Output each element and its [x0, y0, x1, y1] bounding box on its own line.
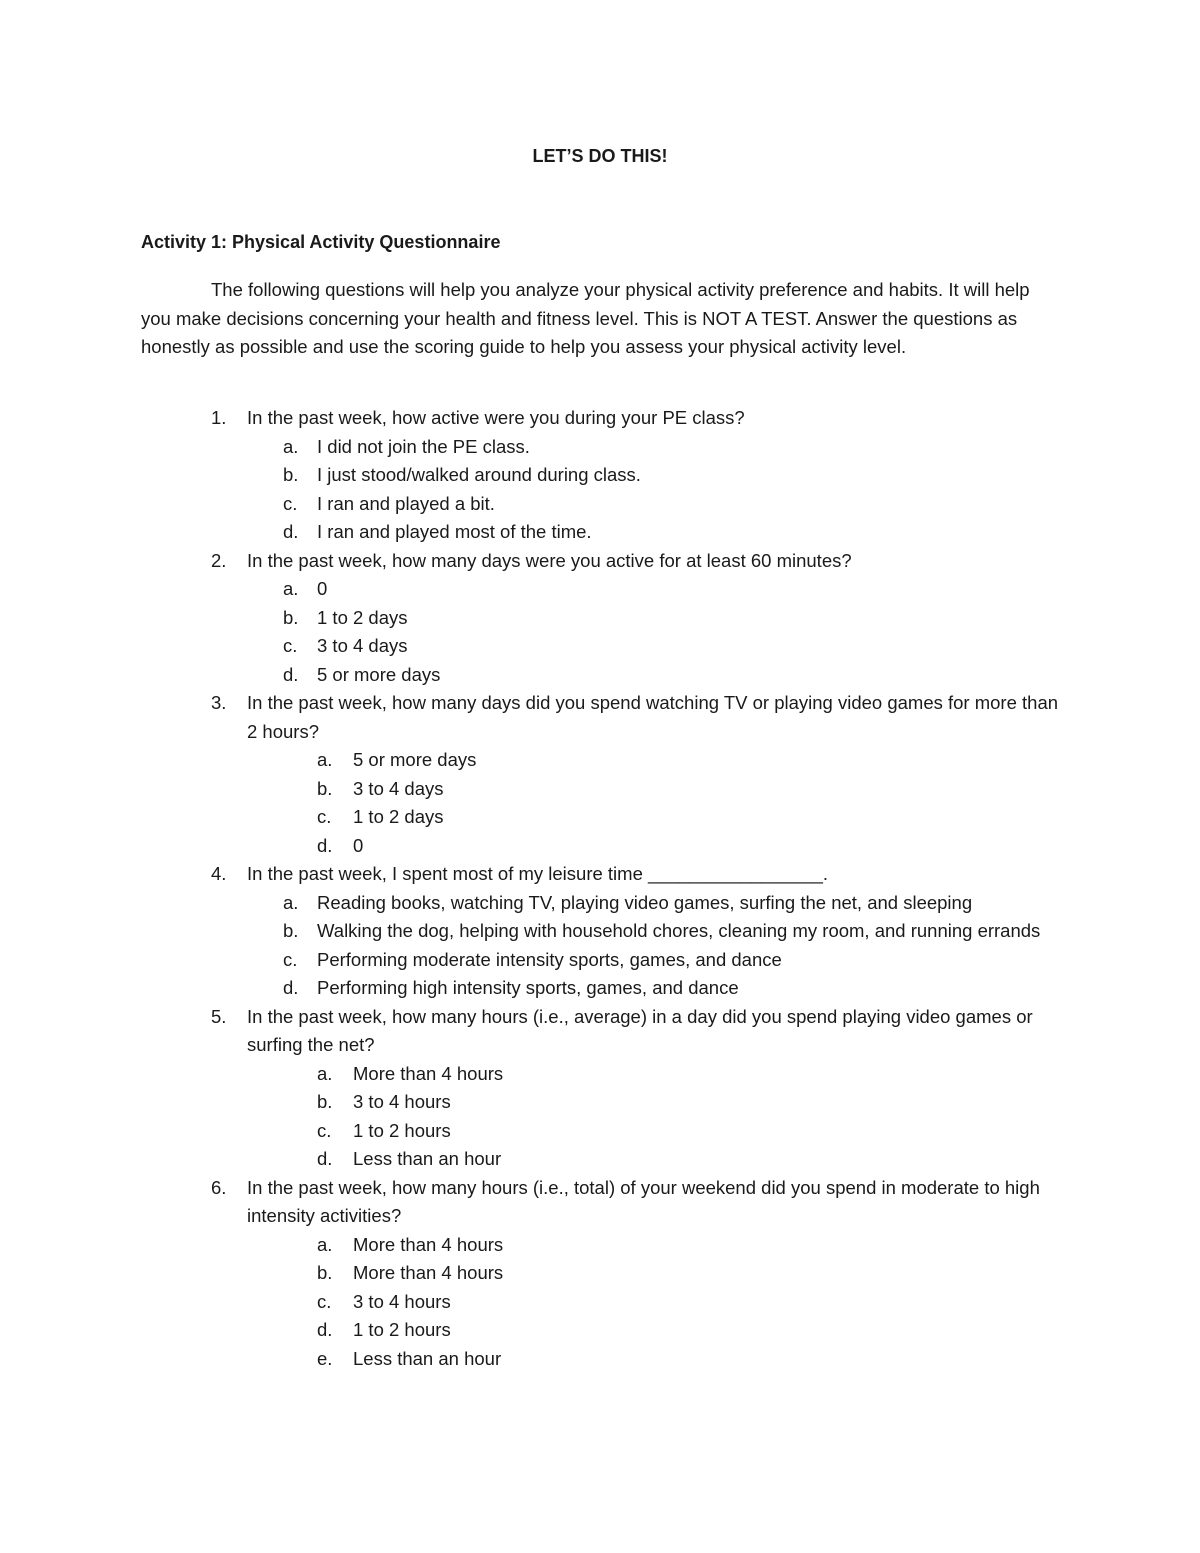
option-label: d.: [283, 663, 299, 685]
option-item: [247, 661, 1071, 690]
question-text: In the past week, how many days did you spend watching TV or playing video games for more than 2 hours?: [247, 692, 1059, 742]
option-text: Walking the dog, helping with household chores, cleaning my room, and running errands: [317, 920, 1041, 941]
option-text: I just stood/walked around during class.: [317, 464, 641, 485]
question-text: In the past week, how many days were you active for at least 60 minutes?: [247, 549, 852, 571]
option-text: 1 to 2 days: [317, 606, 408, 628]
option-item: [247, 917, 1071, 946]
option-item: [247, 461, 1071, 490]
question-2: [141, 547, 1071, 690]
option-item: [247, 604, 1071, 633]
option-label: d.: [317, 834, 333, 856]
option-item: [247, 490, 1071, 519]
question-number: 1.: [211, 407, 227, 428]
option-label: a.: [317, 749, 333, 770]
question-3: [141, 689, 1071, 860]
option-item: [247, 1288, 1071, 1317]
option-text: 3 to 4 hours: [353, 1091, 451, 1112]
question-number: 4.: [211, 863, 227, 884]
option-text: 1 to 2 hours: [353, 1119, 451, 1141]
option-item: [247, 832, 1071, 861]
option-label: b.: [283, 606, 299, 628]
option-label: a.: [283, 578, 299, 599]
option-item: [247, 1060, 1071, 1089]
option-list: [247, 1060, 1071, 1174]
option-text: 1 to 2 days: [353, 806, 444, 827]
page-heading: LET’S DO THIS!: [532, 146, 668, 166]
option-item: [247, 518, 1071, 547]
option-item: [247, 803, 1071, 832]
option-text: Performing moderate intensity sports, games, and dance: [317, 948, 782, 970]
option-text: 0: [317, 578, 328, 599]
option-label: b.: [283, 464, 299, 485]
option-item: [247, 1088, 1071, 1117]
option-item: [247, 974, 1071, 1003]
option-label: c.: [283, 948, 298, 970]
option-label: c.: [317, 1290, 332, 1312]
option-text: 3 to 4 days: [317, 635, 408, 656]
option-label: d.: [283, 521, 299, 542]
question-text: In the past week, I spent most of my leisure time _________________.: [247, 863, 829, 884]
option-label: c.: [283, 635, 298, 656]
option-label: e.: [317, 1347, 333, 1369]
question-4: [141, 860, 1071, 1003]
question-text: In the past week, how many hours (i.e., total) of your weekend did you spend in moderate to high intensity activities?: [247, 1176, 1040, 1226]
option-list: [247, 746, 1071, 860]
option-text: More than 4 hours: [353, 1262, 504, 1283]
option-list: [247, 1231, 1071, 1374]
option-list: [247, 889, 1071, 1003]
option-text: More than 4 hours: [353, 1233, 504, 1255]
question-text: In the past week, how many hours (i.e., average) in a day did you spend playing video games or surfing the net?: [247, 1005, 1033, 1055]
option-label: d.: [317, 1319, 333, 1340]
option-label: d.: [317, 1148, 333, 1169]
option-item: [247, 1231, 1071, 1260]
question-6: [141, 1174, 1071, 1374]
option-label: a.: [283, 891, 299, 913]
option-text: 3 to 4 hours: [353, 1290, 451, 1312]
option-text: I did not join the PE class.: [317, 435, 530, 457]
option-item: [247, 575, 1071, 604]
option-item: [247, 1259, 1071, 1288]
option-label: b.: [317, 1091, 333, 1112]
option-item: [247, 889, 1071, 918]
option-text: 0: [353, 834, 364, 856]
option-item: [247, 1117, 1071, 1146]
option-text: 5 or more days: [353, 749, 477, 770]
option-text: Reading books, watching TV, playing video games, surfing the net, and sleeping: [317, 891, 973, 913]
option-list: [247, 575, 1071, 689]
option-label: b.: [283, 920, 299, 941]
option-label: b.: [317, 1262, 333, 1283]
option-text: 3 to 4 days: [353, 777, 444, 799]
option-text: Performing high intensity sports, games, and dance: [317, 977, 739, 998]
option-item: [247, 433, 1071, 462]
intro-paragraph: The following questions will help you analyze your physical activity preference and habits. It will help you make decisions concerning your health and fitness level. This is NOT A TEST. Answer the questions as honestly as possible and use the scoring guide to help you assess your physical activity level.: [141, 279, 1030, 357]
option-list: [247, 433, 1071, 547]
option-item: [247, 775, 1071, 804]
option-text: 5 or more days: [317, 663, 441, 685]
activity-title: Activity 1: Physical Activity Questionnaire: [141, 232, 501, 252]
option-label: d.: [283, 977, 299, 998]
option-label: c.: [317, 806, 332, 827]
option-label: a.: [283, 435, 299, 457]
option-label: b.: [317, 777, 333, 799]
option-item: [247, 1316, 1071, 1345]
option-text: I ran and played most of the time.: [317, 521, 592, 542]
question-list: [141, 404, 1071, 1373]
option-text: 1 to 2 hours: [353, 1319, 451, 1340]
option-text: Less than an hour: [353, 1347, 502, 1369]
option-item: [247, 946, 1071, 975]
option-item: [247, 1345, 1071, 1374]
question-number: 2.: [211, 549, 227, 571]
option-text: Less than an hour: [353, 1148, 502, 1169]
question-5: [141, 1003, 1071, 1174]
question-number: 5.: [211, 1005, 227, 1027]
option-item: [247, 632, 1071, 661]
question-1: [141, 404, 1071, 547]
option-item: [247, 1145, 1071, 1174]
option-item: [247, 746, 1071, 775]
question-number: 6.: [211, 1176, 227, 1198]
option-label: a.: [317, 1233, 333, 1255]
option-label: c.: [317, 1119, 332, 1141]
option-text: I ran and played a bit.: [317, 492, 495, 514]
question-number: 3.: [211, 692, 227, 713]
option-label: a.: [317, 1062, 333, 1084]
question-text: In the past week, how active were you during your PE class?: [247, 407, 745, 428]
option-text: More than 4 hours: [353, 1062, 504, 1084]
option-label: c.: [283, 492, 298, 514]
